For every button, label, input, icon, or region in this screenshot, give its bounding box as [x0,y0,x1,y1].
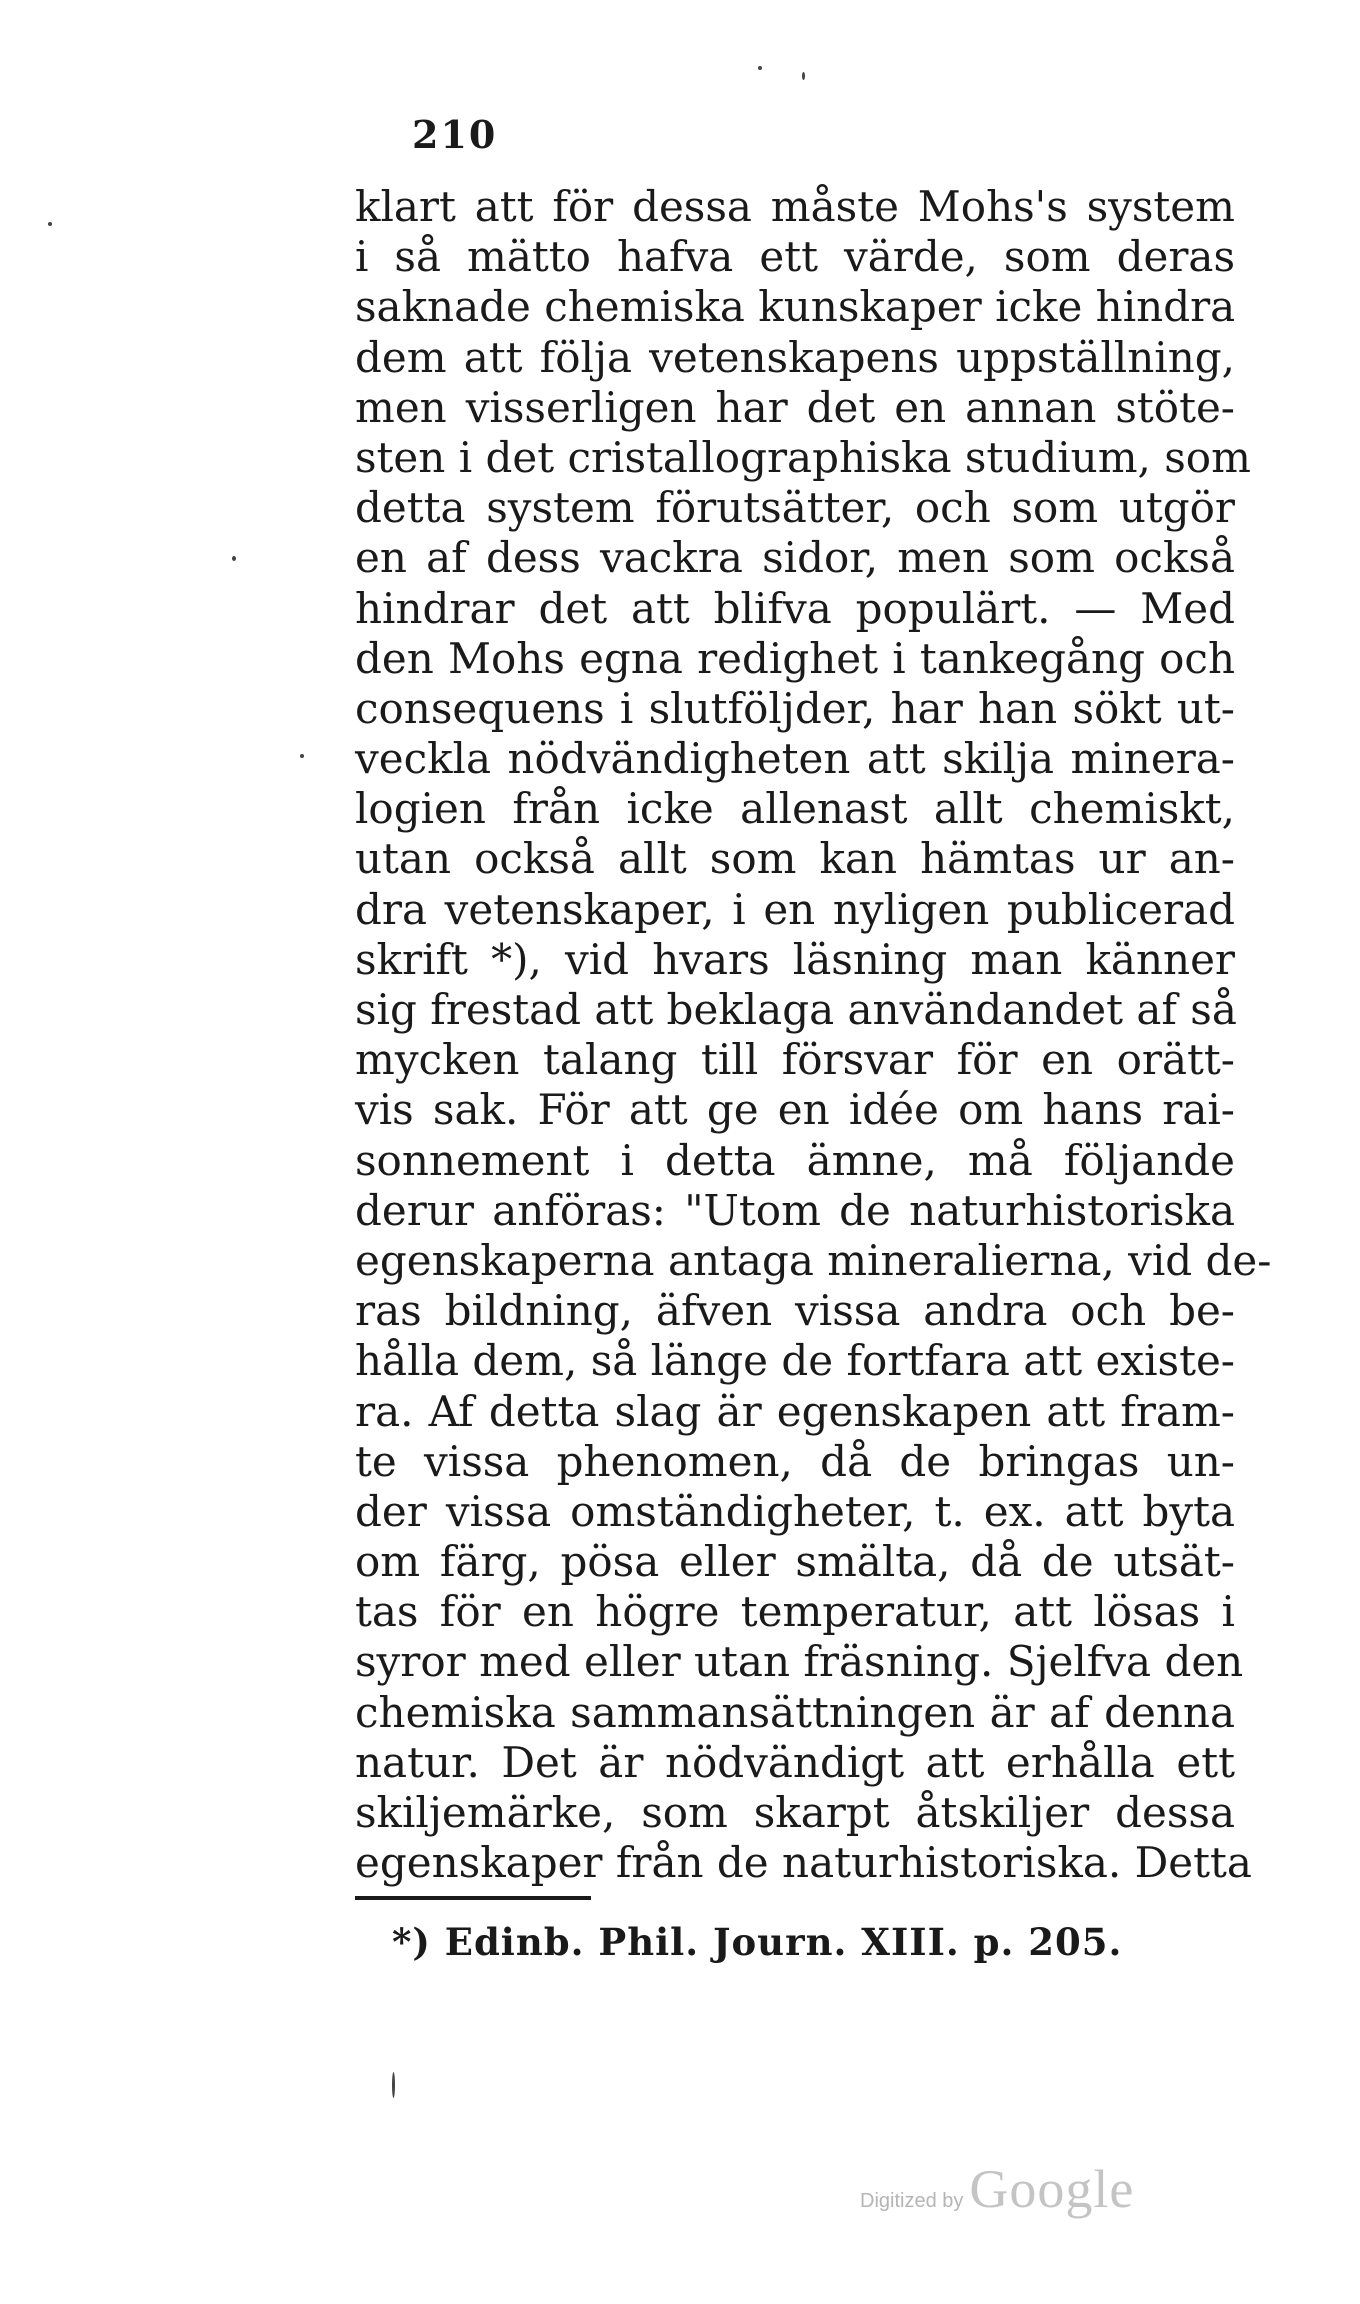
text-line: sonnement i detta ämne, må följande [355,1135,1235,1185]
scan-speck [300,754,304,758]
text-line: om färg, pösa eller smälta, då de utsät- [355,1537,1235,1587]
text-line: chemiska sammansättningen är af denna [355,1687,1235,1737]
google-logo: Google [969,2159,1135,2219]
text-line: ra. Af detta slag är egenskapen att fram- [355,1386,1235,1436]
text-line: natur. Det är nödvändigt att erhålla ett [355,1737,1235,1787]
text-line: consequens i slutföljder, har han sökt ut- [355,683,1235,733]
text-line: men visserligen har det en annan stöte- [355,382,1235,432]
text-line: mycken talang till försvar för en orätt- [355,1035,1235,1085]
body-text [355,182,1272,1888]
text-line: utan också allt som kan hämtas ur an- [355,834,1235,884]
text-line: hindrar det att blifva populärt. — Med [355,583,1235,633]
text-line: ras bildning, äfven vissa andra och be- [355,1286,1235,1336]
scan-speck [758,66,762,70]
scan-speck [802,72,805,80]
footnote: *) Edinb. Phil. Journ. XIII. p. 205. [392,1920,1123,1964]
page-number: 210 [412,112,498,157]
text-line: egenskaperna antaga mineralierna, vid de- [355,1235,1272,1285]
text-line: sten i det cristallographiska studium, som [355,432,1251,482]
text-line: dem att följa vetenskapens uppställning, [355,332,1235,382]
text-line: logien från icke allenast allt chemiskt, [355,784,1235,834]
text-line: en af dess vackra sidor, men som också [355,533,1235,583]
footnote-rule [355,1896,591,1900]
text-line: tas för en högre temperatur, att lösas i [355,1587,1235,1637]
text-line: derur anföras: "Utom de naturhistoriska [355,1185,1235,1235]
text-line: vis sak. För att ge en idée om hans rai- [355,1085,1235,1135]
text-line: den Mohs egna redighet i tankegång och [355,633,1235,683]
text-line: i så mätto hafva ett värde, som deras [355,232,1235,282]
text-line: veckla nödvändigheten att skilja minera- [355,734,1235,784]
text-line: syror med eller utan fräsning. Sjelfva den [355,1637,1244,1687]
text-line: klart att för dessa måste Mohs's system [355,182,1235,231]
text-line: hålla dem, så länge de fortfara att existe- [355,1336,1235,1386]
text-line: te vissa phenomen, då de bringas un- [355,1436,1235,1486]
text-line: saknade chemiska kunskaper icke hindra [355,282,1236,332]
text-line: skrift *), vid hvars läsning man känner [355,934,1235,984]
text-line: detta system förutsätter, och som utgör [355,483,1235,533]
text-line: skiljemärke, som skarpt åtskiljer dessa [355,1788,1235,1837]
text-line: sig frestad att beklaga användandet af så [355,985,1237,1034]
watermark-prefix: Digitized by [860,2190,964,2212]
text-line: der vissa omständigheter, t. ex. att byta [355,1486,1235,1536]
digitized-by-google-watermark [860,2158,1134,2220]
text-line: dra vetenskaper, i en nyligen publicerad [355,884,1235,934]
scan-speck [392,2072,395,2098]
text-line: egenskaper från de naturhistoriska. Detta [355,1838,1252,1888]
scan-speck [48,222,52,226]
scan-speck [232,556,236,561]
